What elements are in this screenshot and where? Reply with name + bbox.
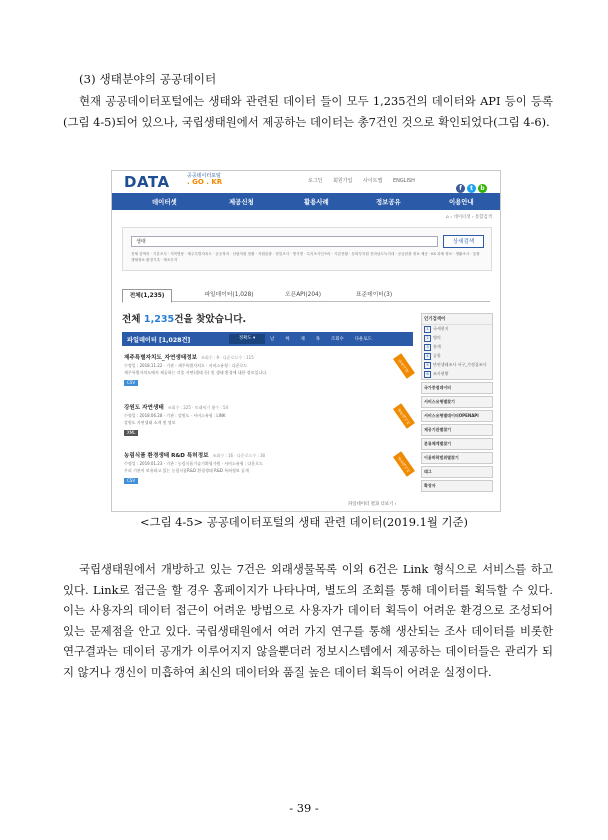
keyword-text[interactable]: 단연생태조사 서구_가정집조사 <box>433 362 487 367</box>
popular-keywords <box>421 313 493 380</box>
result-total <box>122 311 246 325</box>
col-title-2[interactable]: 목 <box>315 337 320 342</box>
figure-caption: <그림 4-5> 공공데이터포털의 생태 관련 데이터(2019.1월 기준) <box>140 515 468 529</box>
tab-file-data[interactable]: 파일데이터(1,028) <box>204 292 254 298</box>
side-link[interactable]: 서비스유형별데이터OPENAPI <box>421 410 493 422</box>
popular-keywords-title: 인기검색어 <box>422 314 492 325</box>
side-link[interactable]: 제공기관별찾기 <box>421 424 493 436</box>
keyword-item[interactable]: 6 조사현황 <box>422 370 492 379</box>
col-views[interactable]: 조회수 <box>331 337 344 342</box>
item-meta: 수정일 : 2018.06.28 · 기관 : 강원도 · 서비스유형 : LINK <box>124 413 226 418</box>
item-meta: 수정일 : 2018.11.22 · 기관 : 제주특별자치도 · 서비스유형 : 다운로드 <box>124 363 248 368</box>
format-badge: XML <box>124 430 138 436</box>
item-stats: 조회수 : 9 · 다운로드수 : 115 <box>201 355 254 360</box>
signup-link[interactable]: 회원가입 <box>333 178 353 184</box>
keyword-text[interactable]: 국세현지 <box>433 326 449 331</box>
side-link[interactable]: 확장자 <box>421 480 493 492</box>
sitemap-link[interactable]: 사이트맵 <box>363 178 383 184</box>
item-title[interactable] <box>124 403 228 411</box>
item-title-text[interactable]: 농림식품 환경생태 R&D 특허정보 <box>124 453 209 459</box>
col-title-1[interactable]: 제 <box>300 337 305 342</box>
list-item[interactable] <box>122 350 413 400</box>
sort-columns <box>270 336 383 342</box>
gnb-dataset[interactable]: 데이터셋 <box>152 198 177 206</box>
result-tabs <box>122 289 490 302</box>
list-item[interactable] <box>122 448 413 498</box>
item-desc: 우리 기관이 보유하고 있는 농림식품R&D 환경생태 R&D 특허정보 공개 <box>124 468 249 473</box>
item-ribbon: 원문데이터 <box>393 403 415 428</box>
section-heading: (3) 생태분야의 공공데이터 <box>79 72 217 86</box>
social-icons <box>456 175 489 194</box>
paragraph-intro-text: 현재 공공데이터포털에는 생태와 관련된 데이터 들이 모두 1,235건의 데이터와 API 등이 등록(그림 4-5)되어 있으나, 국립생태원에서 제공하는 데이터는 총7건인 것으로 확인되었다(그림 4-6). <box>63 94 553 129</box>
facebook-icon[interactable]: f <box>456 184 465 193</box>
tab-open-api[interactable]: 오픈API(204) <box>285 292 321 298</box>
list-item[interactable] <box>122 400 413 450</box>
sort-select[interactable]: 정확도 ▾ <box>229 334 265 344</box>
portal-logo: DATA <box>124 173 170 191</box>
col-date-1[interactable]: 날 <box>270 337 275 342</box>
item-title[interactable] <box>124 353 254 361</box>
figure-portal-screenshot <box>111 170 501 512</box>
keyword-text[interactable]: 공항 <box>433 353 441 358</box>
main-navigation <box>112 193 500 210</box>
page-number: - 39 - <box>289 801 319 815</box>
item-stats: 조회수 : 16 · 다운로드수 : 30 <box>212 453 266 458</box>
detail-search-button[interactable]: 상세검색 <box>443 235 484 248</box>
gnb-guide[interactable]: 이용안내 <box>449 198 474 206</box>
keyword-item[interactable]: 1 국세현지 <box>422 325 492 334</box>
portal-logo-sub <box>187 173 222 185</box>
format-badge: CSV <box>124 478 138 484</box>
side-link[interactable]: 국가중점데이터 <box>421 382 493 394</box>
list-header <box>122 332 413 346</box>
item-stats: 조회수 : 225 · 트래픽기 횟수 : 54 <box>167 405 229 410</box>
item-desc: 강원도 자연생태 소개 및 정보 <box>124 420 176 425</box>
total-prefix: 전체 <box>122 314 144 325</box>
keyword-item[interactable]: 2 병의 <box>422 334 492 343</box>
search-panel <box>122 227 492 271</box>
gnb-usecases[interactable]: 활용사례 <box>304 198 329 206</box>
item-title-text[interactable]: 제주특별자치도_자연생태정보 <box>124 355 198 361</box>
paragraph-body-text: 국립생태원에서 개방하고 있는 7건은 외래생물목록 이외 6건은 Link 형식으로 서비스를 하고 있다. Link로 접근을 할 경우 홈페이지가 나타나며, 별도의 조회를 통해 데이터를 획득할 수 있다. 이는 사용자의 데이터 접근이 어려운 방법으로 사용자가 데이터 획득이 어려운 환경으로 조성되어 있는 문제점을 안고 있다. 국립생태원에서 여러 가지 연구를 통해 생산되는 조사 데이터를 비롯한 연구결과는 데이터 공개가 이루어지지 않을뿐더러 정보시스템에서 제공하는 데이터들은 관리가 되지 않거나 갱신이 미흡하여 최신의 데이터와 품질 높은 데이터 획득이 어려운 실정이다. <box>63 562 553 679</box>
side-link[interactable]: 이용허락범위별찾기 <box>421 452 493 464</box>
keyword-categories: 전체 검색어 · 기본조사 · 지목별용 · 제주특별자치도 · 공공복지 · 산림자원 현황 · 자원관광 · 정밀조사 · 명식명 · 특지조사인프라 · 기본현황 · 문화부지원 전라남도녹지대 · 공공관광 정보 제공 · KS 과제 정보 · 생활조사 · 통합생태정보 환경기록 · 제조투자 <box>131 252 480 262</box>
blog-icon[interactable]: b <box>478 184 487 193</box>
keyword-item[interactable]: 5 단연생태조사 서구_가정집조사 <box>422 361 492 370</box>
side-link[interactable]: 분류체계별찾기 <box>421 438 493 450</box>
item-meta: 수정일 : 2019.01.23 · 기관 : 농림식품기술기획평가원 · 서비스유형 : 다운로드 <box>124 461 263 466</box>
keyword-text[interactable]: 조사현황 <box>433 371 449 376</box>
keyword-item[interactable]: 3 통계 <box>422 343 492 352</box>
item-ribbon: 등록기관 <box>393 353 415 378</box>
paragraph-intro <box>63 91 553 132</box>
file-data-list <box>122 332 413 492</box>
total-count: 1,235 <box>143 314 175 325</box>
keyword-item[interactable]: 4 공항 <box>422 352 492 361</box>
paragraph-body <box>63 559 553 683</box>
side-link[interactable]: 태그 <box>421 466 493 478</box>
item-ribbon: 공공데이터 <box>393 451 415 476</box>
tab-standard-data[interactable]: 표준데이터(3) <box>355 292 393 298</box>
col-date-2[interactable]: 짜 <box>285 337 290 342</box>
col-downloads[interactable]: 다운로드 <box>354 337 372 342</box>
keyword-text[interactable]: 통계 <box>433 344 441 349</box>
login-link[interactable]: 로그인 <box>308 178 323 184</box>
gnb-info-share[interactable]: 정보공유 <box>376 198 401 206</box>
twitter-icon[interactable]: t <box>467 184 476 193</box>
logo-sub-top: 공공데이터포털 <box>187 173 221 179</box>
total-suffix: 건을 찾았습니다. <box>174 314 247 325</box>
side-link[interactable]: 서비스유형별찾기 <box>421 396 493 408</box>
format-badge: CSV <box>124 380 138 386</box>
item-title[interactable] <box>124 451 265 459</box>
english-link[interactable]: ENGLISH <box>392 178 415 184</box>
item-desc: 제주특별자치도에서 제공하는 각종 자연(생태 등) 및 생태 환경에 대한 정보입니다. <box>124 370 268 375</box>
list-title: 파일데이터 [1,028건] <box>127 337 191 344</box>
logo-sub-bottom: . GO . KR <box>187 178 223 186</box>
item-title-text[interactable]: 강원도 자연생태 <box>124 405 164 411</box>
search-input[interactable]: 생태 <box>131 236 438 247</box>
portal-header <box>112 171 500 193</box>
keyword-text[interactable]: 병의 <box>433 335 441 340</box>
tab-all[interactable]: 전체(1,235) <box>122 289 172 303</box>
gnb-request[interactable]: 제공신청 <box>229 198 254 206</box>
breadcrumb: ⌂ › 데이터셋 › 통합검색 <box>446 215 492 220</box>
more-results-link[interactable]: 파일데이터 결과 더보기 › <box>348 502 397 507</box>
sidebar <box>421 313 493 492</box>
top-navigation <box>308 177 424 184</box>
